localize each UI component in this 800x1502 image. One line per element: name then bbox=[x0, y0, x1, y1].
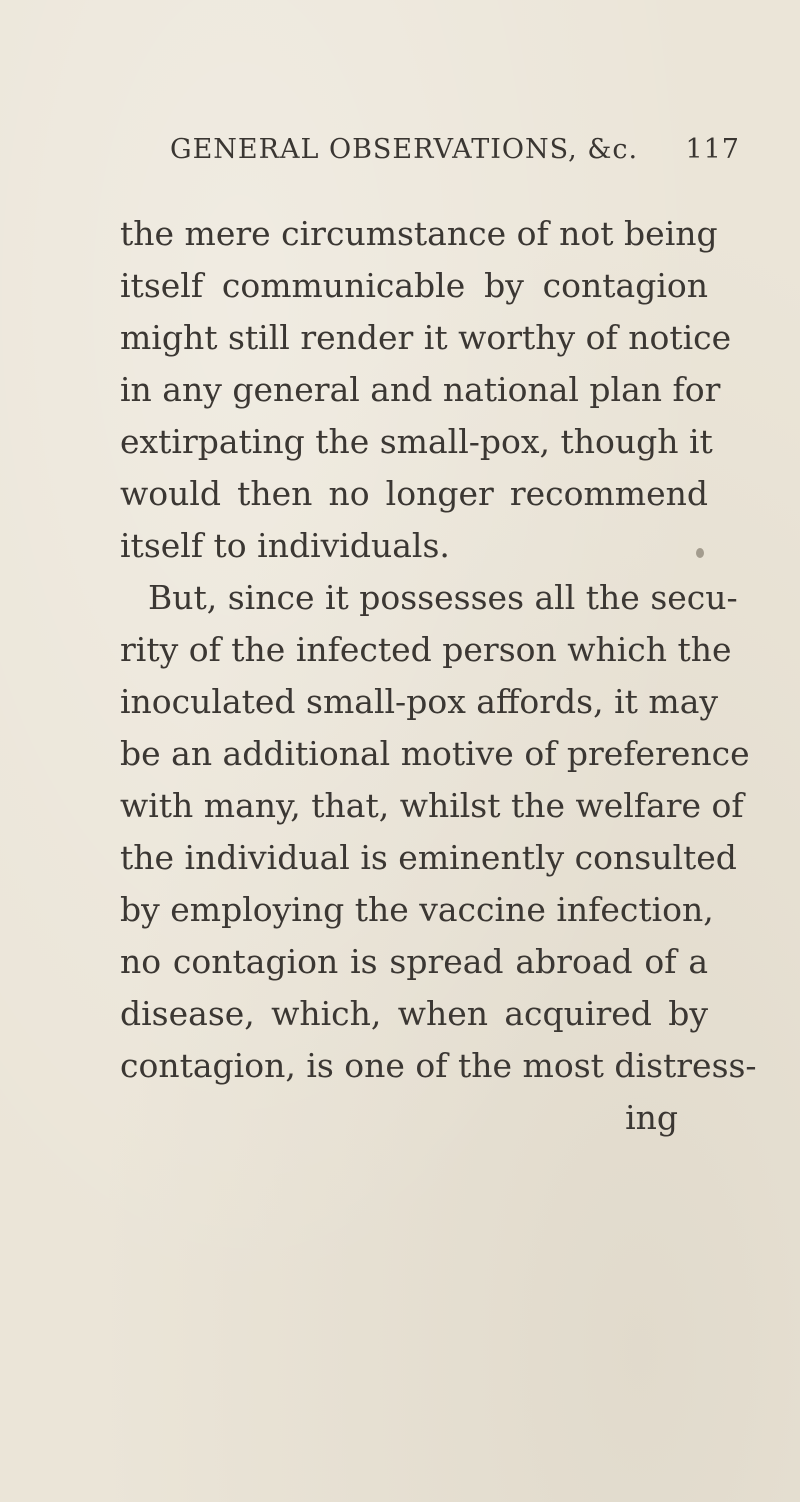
text-line: might still render it worthy of notice bbox=[120, 318, 732, 357]
text-line: the mere circumstance of not being bbox=[120, 214, 718, 253]
body-text bbox=[120, 208, 757, 1144]
text-line: in any general and national plan for bbox=[120, 370, 721, 409]
text-line: disease, which, when acquired by bbox=[120, 994, 708, 1033]
ink-spot bbox=[696, 548, 704, 558]
text-line: the individual is eminently consulted bbox=[120, 838, 737, 877]
text-line: extirpating the small-pox, though it bbox=[120, 422, 713, 461]
page-number: 117 bbox=[685, 134, 740, 165]
text-line: itself communicable by contagion bbox=[120, 266, 708, 305]
catchword-line bbox=[120, 1092, 708, 1144]
text-line: with many, that, whilst the welfare of bbox=[120, 786, 744, 825]
text-line: by employing the vaccine infection, bbox=[120, 890, 714, 929]
text-line: would then no longer recommend bbox=[120, 474, 708, 513]
text-line: itself to individuals. bbox=[120, 526, 450, 565]
text-line: no contagion is spread abroad of a bbox=[120, 942, 708, 981]
text-line: But, since it possesses all the secu- bbox=[148, 578, 738, 617]
page-header bbox=[170, 134, 740, 174]
text-line: be an additional motive of preference bbox=[120, 734, 750, 773]
running-title: GENERAL OBSERVATIONS, &c. bbox=[170, 134, 639, 165]
text-line: contagion, is one of the most distress- bbox=[120, 1046, 757, 1085]
text-line: inoculated small-pox affords, it may bbox=[120, 682, 719, 721]
text-line: rity of the infected person which the bbox=[120, 630, 732, 669]
catchword: ing bbox=[625, 1098, 678, 1137]
